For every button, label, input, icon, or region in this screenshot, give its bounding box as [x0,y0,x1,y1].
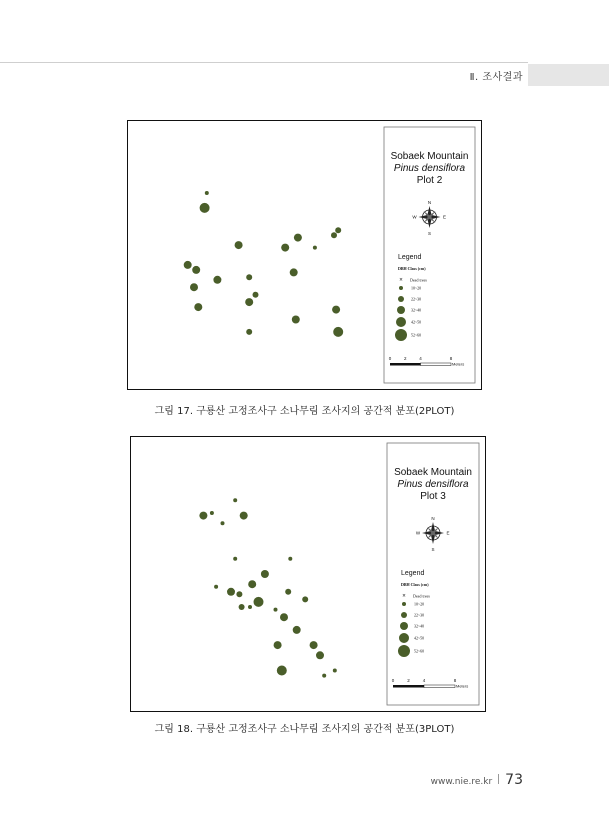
tree-point [335,227,341,233]
legend-dead-label: Dead trees [410,277,427,283]
tree-point [285,589,291,595]
figure-plot-2-map [127,120,482,390]
legend-dbh-symbol [398,296,404,302]
page-number: 73 [505,772,523,788]
map-title: Sobaek Mountain [390,151,469,162]
legend-dbh-symbol [401,612,407,618]
footer-divider [498,774,499,784]
tree-point [294,234,302,242]
scale-bar-white [421,363,452,366]
legend-subtitle: DBH Class (cm) [401,582,429,587]
tree-point [292,316,300,324]
tree-point [261,570,269,578]
compass-west-label: W [412,214,417,220]
legend-dbh-symbol [399,633,409,643]
section-tab [528,64,609,86]
legend-dbh-label: 32~40 [411,307,422,313]
tree-point [280,613,288,621]
tree-point [205,191,209,195]
map-species: Pinus densiflora [397,479,469,490]
legend-dbh-label: 52~60 [414,648,425,654]
tree-point [333,669,337,673]
scale-unit-label: Meters [452,361,465,367]
legend-dbh-label: 10~20 [411,285,422,291]
legend-title: Legend [401,570,425,577]
tree-point [274,608,278,612]
legend-dbh-label: 10~20 [414,601,425,607]
plot-2-map-svg [128,121,481,389]
map-species: Pinus densiflora [393,163,466,174]
tree-point [331,232,337,238]
compass-north-label: N [431,516,435,521]
tree-point [236,591,242,597]
tree-point [184,261,192,269]
scale-unit-label: Meters [456,683,469,689]
tree-point [199,512,207,520]
dead-tree-icon: × [402,593,406,600]
tree-point [200,203,210,213]
legend-dbh-symbol [399,286,403,290]
tree-point [316,651,324,659]
legend-dbh-symbol [395,329,407,341]
legend-dbh-label: 22~30 [411,296,422,302]
legend-title: Legend [398,254,422,261]
tree-point [190,283,198,291]
compass-south-label: S [431,547,435,552]
tree-point [332,306,340,314]
compass-south-label: S [427,231,432,236]
scale-tick-label: 8 [453,678,457,683]
legend-dbh-symbol [400,622,408,630]
tree-point [246,329,252,335]
tree-point [248,580,256,588]
scale-tick-label: 2 [407,678,410,683]
tree-point [240,512,248,520]
compass-east-label: E [442,214,447,220]
tree-point [227,588,235,596]
section-label: Ⅱ. 조사결과 [469,72,523,83]
header-rule [0,62,528,63]
figure-18-caption: 그림 18. 구룡산 고정조사구 소나무림 조사지의 공간적 분포(3PLOT) [154,724,455,735]
tree-point [253,292,259,298]
tree-point [310,641,318,649]
scale-tick-label: 2 [403,356,407,361]
tree-point [281,244,289,252]
legend-dbh-label: 52~60 [411,332,422,338]
legend-dbh-label: 22~30 [414,612,425,618]
tree-point [254,597,264,607]
tree-point [322,674,326,678]
dead-tree-icon: × [399,277,403,284]
legend-dead-label: Dead trees [413,593,430,599]
tree-point [302,596,308,602]
legend-dbh-symbol [397,306,405,314]
tree-point [293,626,301,634]
scale-tick-label: 4 [422,678,426,683]
scale-tick-label: 8 [449,356,453,361]
tree-point [210,511,214,515]
scale-tick-label: 4 [419,356,422,361]
tree-point [248,605,252,609]
tree-point [239,604,245,610]
footer-url: www.nie.re.kr [430,777,493,787]
tree-point [214,585,218,589]
tree-point [235,241,243,249]
figure-plot-3-map [130,436,486,712]
page-footer [431,772,523,788]
tree-point [313,246,317,250]
tree-point [213,276,221,284]
tree-point [221,521,225,525]
tree-point [233,557,237,561]
tree-point [290,268,298,276]
scale-bar-white [424,685,455,688]
legend-dbh-symbol [396,317,406,327]
compass-north-label: N [427,200,432,205]
scale-tick-label: 0 [388,356,392,361]
figure-17-caption: 그림 17. 구룡산 고정조사구 소나무림 조사지의 공간적 분포(2PLOT) [154,406,455,417]
compass-east-label: E [446,530,450,536]
tree-point [277,666,287,676]
tree-point [192,266,200,274]
scale-bar-black [390,363,421,366]
tree-point [288,557,292,561]
legend-dbh-label: 42~50 [414,635,425,641]
legend-dbh-label: 32~40 [414,623,425,629]
map-plot-label: Plot 3 [420,491,446,502]
scale-bar-black [393,685,424,688]
scale-tick-label: 0 [391,678,395,683]
tree-point [274,641,282,649]
tree-point [333,327,343,337]
tree-point [233,498,237,502]
legend-dbh-label: 42~50 [411,319,422,325]
legend-dbh-symbol [402,602,406,606]
plot-3-map-svg [131,437,485,711]
compass-west-label: W [415,530,421,536]
map-title: Sobaek Mountain [394,467,472,478]
legend-subtitle: DBH Class (cm) [398,266,426,271]
tree-point [246,274,252,280]
map-plot-label: Plot 2 [416,175,443,186]
legend-dbh-symbol [398,645,410,657]
tree-point [194,303,202,311]
tree-point [245,298,253,306]
